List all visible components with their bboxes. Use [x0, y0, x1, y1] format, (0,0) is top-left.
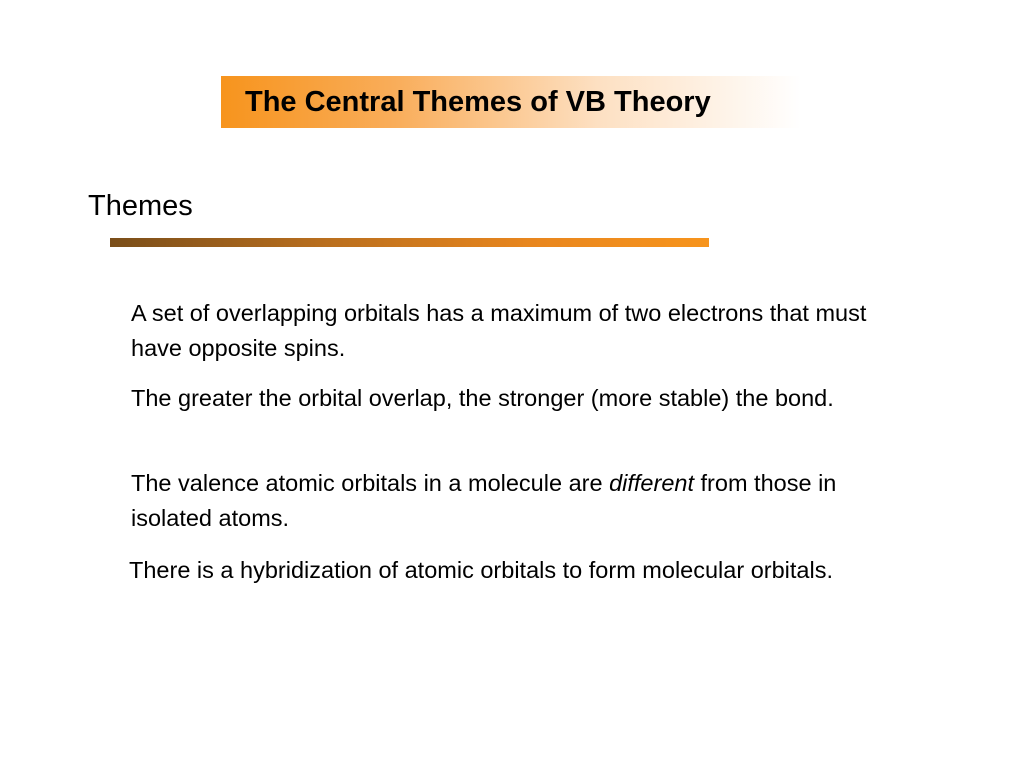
bullet-text-2: The greater the orbital overlap, the stronger (more stable) the bond. — [131, 385, 834, 411]
slide-subtitle: Themes — [88, 190, 193, 222]
bullet-text-3-start: The valence atomic orbitals in a molecule are — [131, 470, 610, 496]
bullet-text-1: A set of overlapping orbitals has a maximum of two electrons that must have opposite spins. — [131, 300, 867, 361]
bullet-text-3-emphasis: different — [609, 470, 694, 496]
bullet-text-4: There is a hybridization of atomic orbitals to form molecular orbitals. — [129, 557, 833, 583]
bullet-text-3-end: from those in isolated atoms. — [131, 470, 837, 531]
gradient-divider — [110, 238, 709, 247]
bullet-text-3 — [131, 466, 921, 536]
slide-title: The Central Themes of VB Theory — [245, 86, 711, 118]
